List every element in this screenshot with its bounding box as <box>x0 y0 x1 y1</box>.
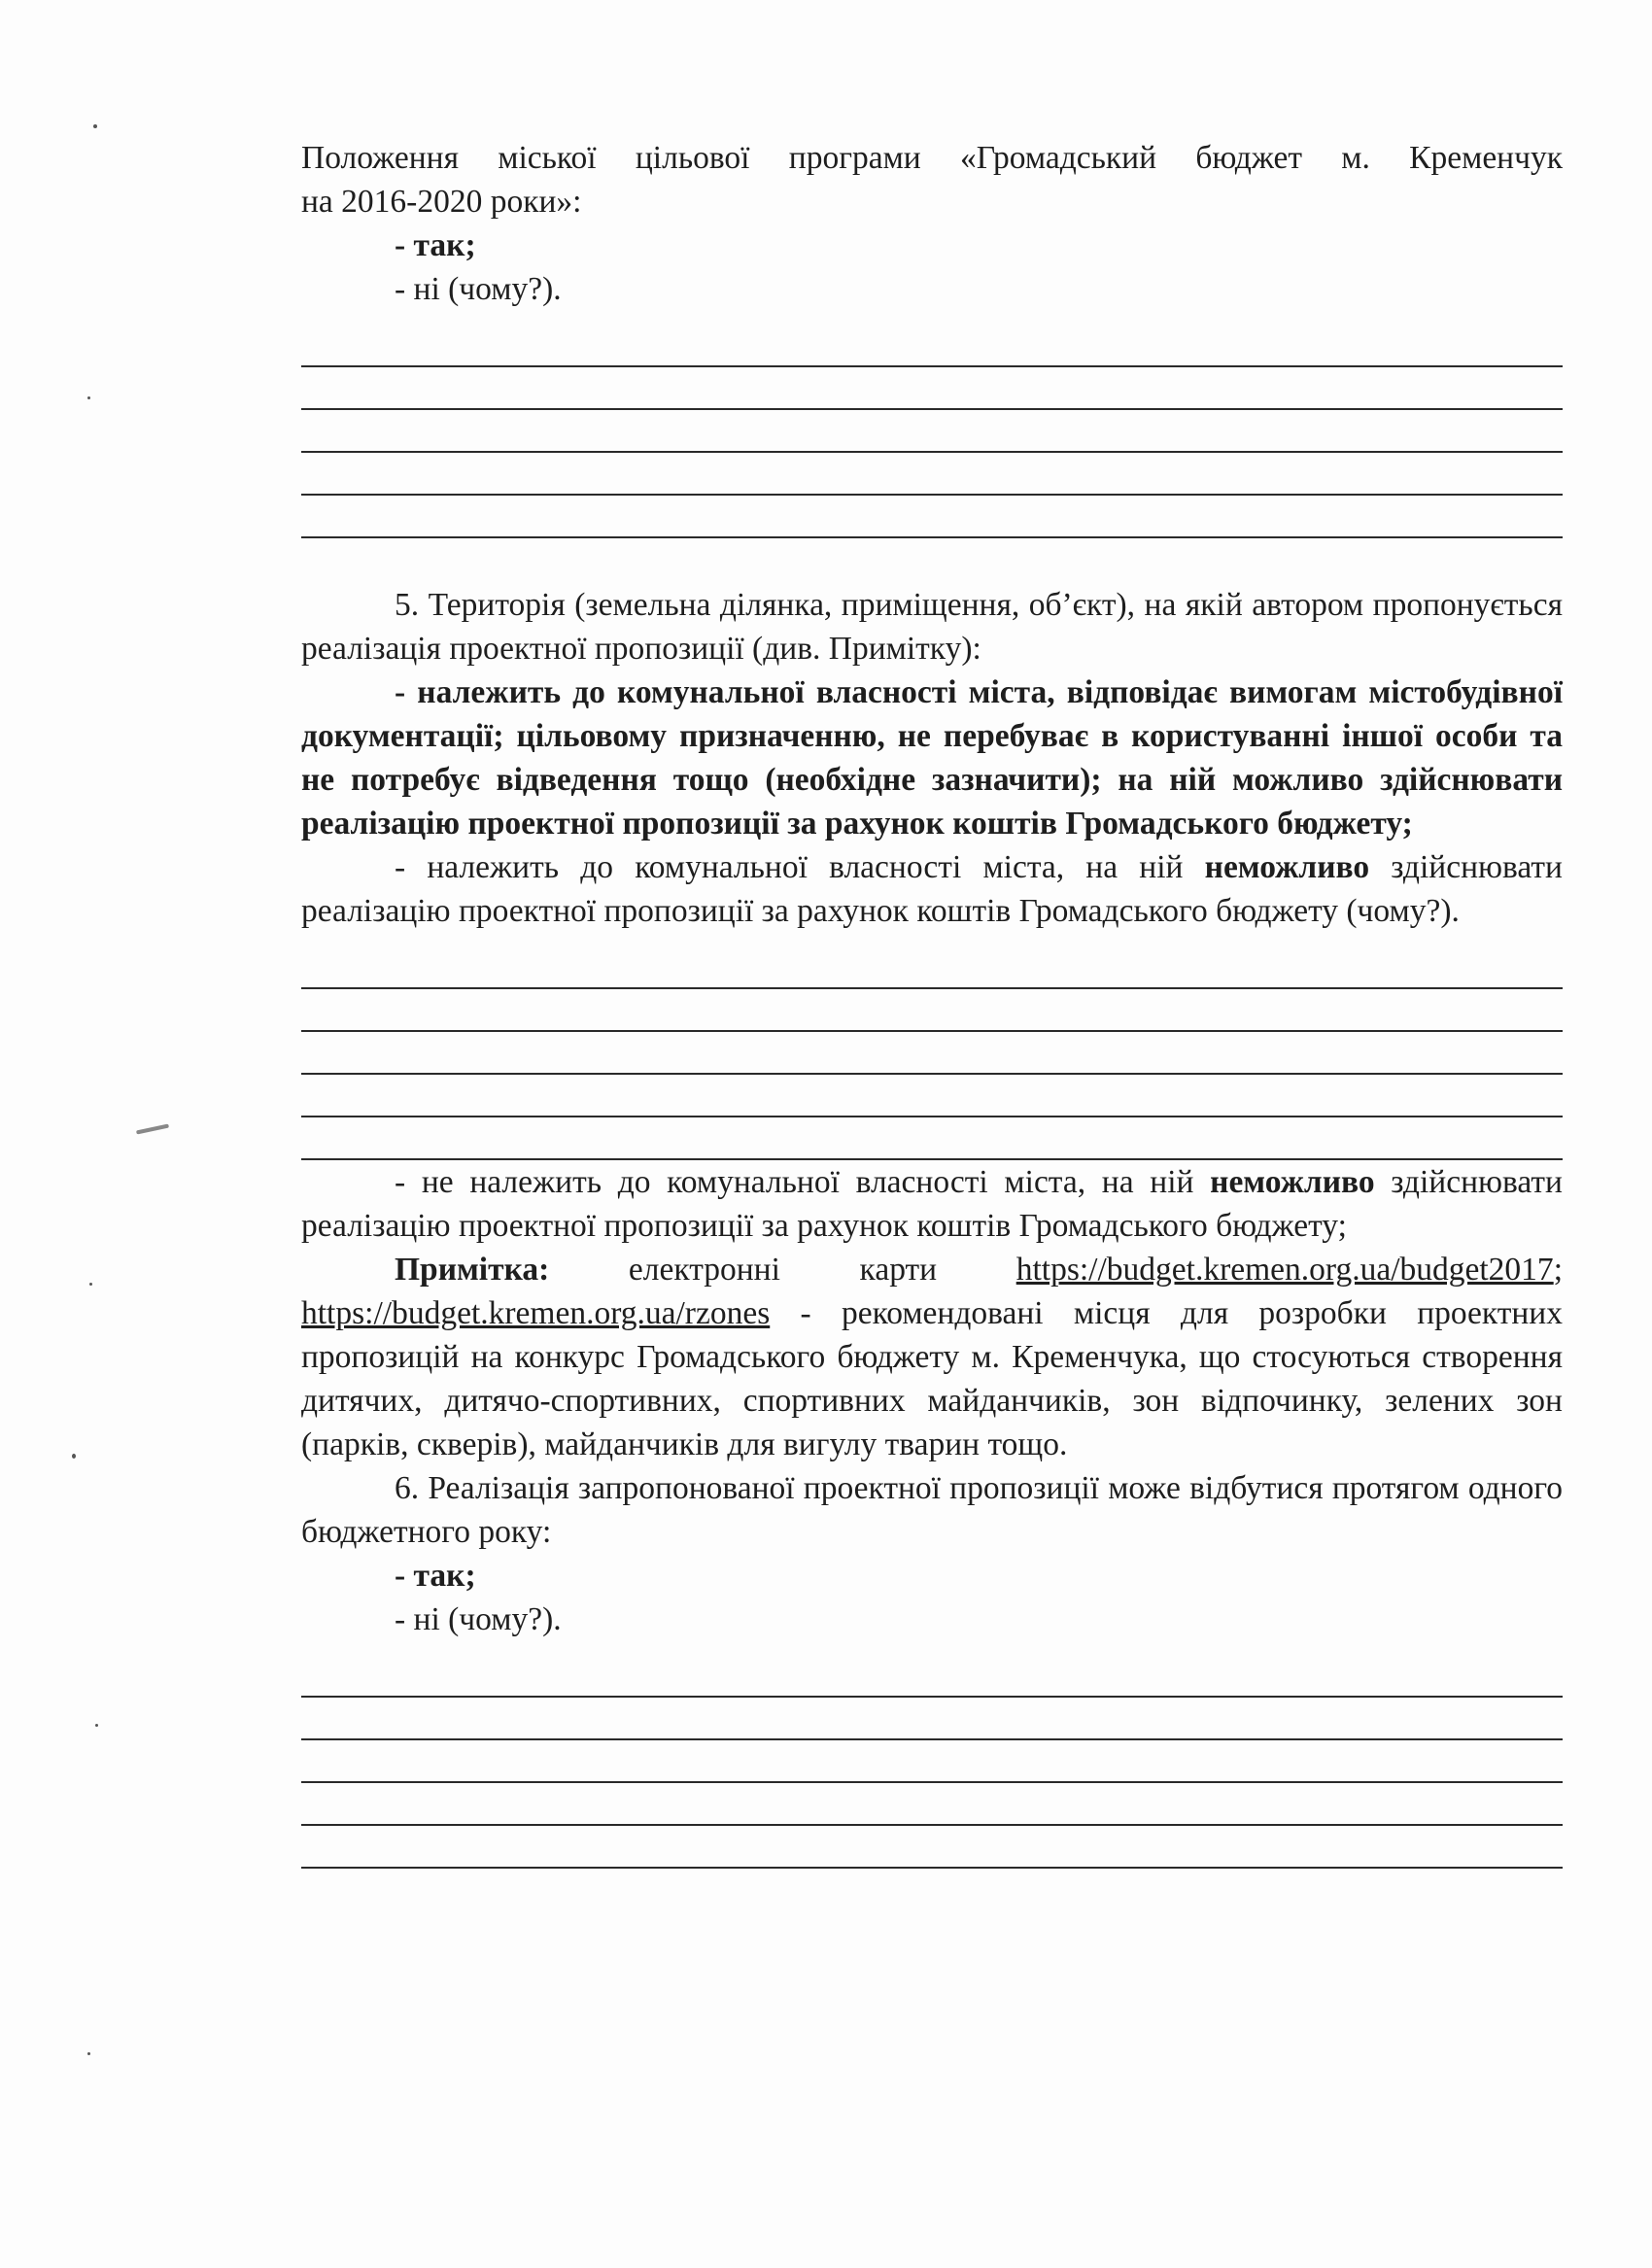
answer-line <box>301 1117 1563 1160</box>
answer-line <box>301 1032 1563 1075</box>
section4-option-no: - ні (чому?). <box>395 271 562 307</box>
section5-option1: - належить до комунальної власності міста, відповідає вимогам містобудівної документації; цільовому призначенню, не перебуває в користуванні іншої особи та не потребує відведення тощо (необхідне зазначити); на ній можливо здійснювати реалізацію проектної пропозиції за рахунок коштів Громадського бюджету; <box>301 674 1563 842</box>
scan-speck <box>72 1454 76 1459</box>
document-page <box>301 136 1563 1869</box>
note-paragraph <box>301 1248 1563 1466</box>
answer-line <box>301 1698 1563 1740</box>
answer-line <box>301 496 1563 538</box>
section5-option3-text-a: - не належить до комунальної власності міста, на ній <box>395 1164 1211 1200</box>
answer-line <box>301 325 1563 367</box>
answer-lines-section6 <box>301 1641 1563 1869</box>
section5-option2-text-a: - належить до комунальної власності міста, на ній <box>395 849 1205 885</box>
section5-intro: 5. Територія (земельна ділянка, приміщення, об’єкт), на якій автором пропонується реалізація проектної пропозиції (див. Примітку): <box>301 587 1563 667</box>
answer-line <box>301 367 1563 410</box>
section-gap <box>301 538 1563 583</box>
answer-lines-section5 <box>301 933 1563 1160</box>
section5-option2 <box>301 845 1563 933</box>
scan-speck <box>87 2052 90 2055</box>
section5-option2-text-b: здійснювати реалізацію проектної пропозиції за рахунок коштів Громадського бюджету (чому?). <box>301 849 1563 929</box>
section4-line2: на 2016-2020 роки»: <box>301 184 582 220</box>
note-text-a: електронні карти <box>549 1252 1016 1288</box>
answer-line <box>301 1655 1563 1698</box>
answer-line <box>301 1826 1563 1869</box>
scan-speck <box>93 124 97 128</box>
section4-line1: Положення міської цільової програми «Громадський бюджет м. Кременчук <box>301 140 1563 176</box>
answer-line <box>301 1783 1563 1826</box>
rzones-link[interactable]: https://budget.kremen.org.ua/rzones <box>301 1295 771 1331</box>
section6-option-no: - ні (чому?). <box>395 1601 562 1637</box>
section6-intro: 6. Реалізація запропонованої проектної пропозиції може відбутися протягом одного бюджетного року: <box>301 1470 1563 1550</box>
note-label: Примітка: <box>395 1252 550 1288</box>
scan-speck <box>87 396 90 399</box>
section5-option3-text-b: здійснювати реалізацію проектної пропозиції за рахунок коштів Громадського бюджету; <box>301 1164 1563 1244</box>
answer-lines-section4 <box>301 311 1563 538</box>
answer-line <box>301 946 1563 989</box>
note-separator: ; <box>1553 1252 1563 1288</box>
scan-speck <box>89 1283 92 1286</box>
answer-line <box>301 453 1563 496</box>
answer-line <box>301 1075 1563 1117</box>
note-text-b: - рекомендовані місця для розробки проектних пропозицій на конкурс Громадського бюджету м. Кременчука, що стосуються створення дитячих, дитячо-спортивних, спортивних майданчиків, зон відпочинку, зелених зон (парків, скверів), майданчиків для вигулу тварин тощо. <box>301 1295 1563 1462</box>
answer-line <box>301 410 1563 453</box>
section4-option-yes: - так; <box>395 227 476 263</box>
section5-option3-bold: неможливо <box>1210 1164 1375 1200</box>
scan-speck <box>136 1124 169 1135</box>
answer-line <box>301 1740 1563 1783</box>
section6-option-yes: - так; <box>395 1558 476 1594</box>
section5-option2-bold: неможливо <box>1204 849 1370 885</box>
scan-speck <box>95 1724 98 1727</box>
section5-option3 <box>301 1160 1563 1248</box>
answer-line <box>301 989 1563 1032</box>
budget2017-link[interactable]: https://budget.kremen.org.ua/budget2017 <box>1015 1252 1554 1288</box>
